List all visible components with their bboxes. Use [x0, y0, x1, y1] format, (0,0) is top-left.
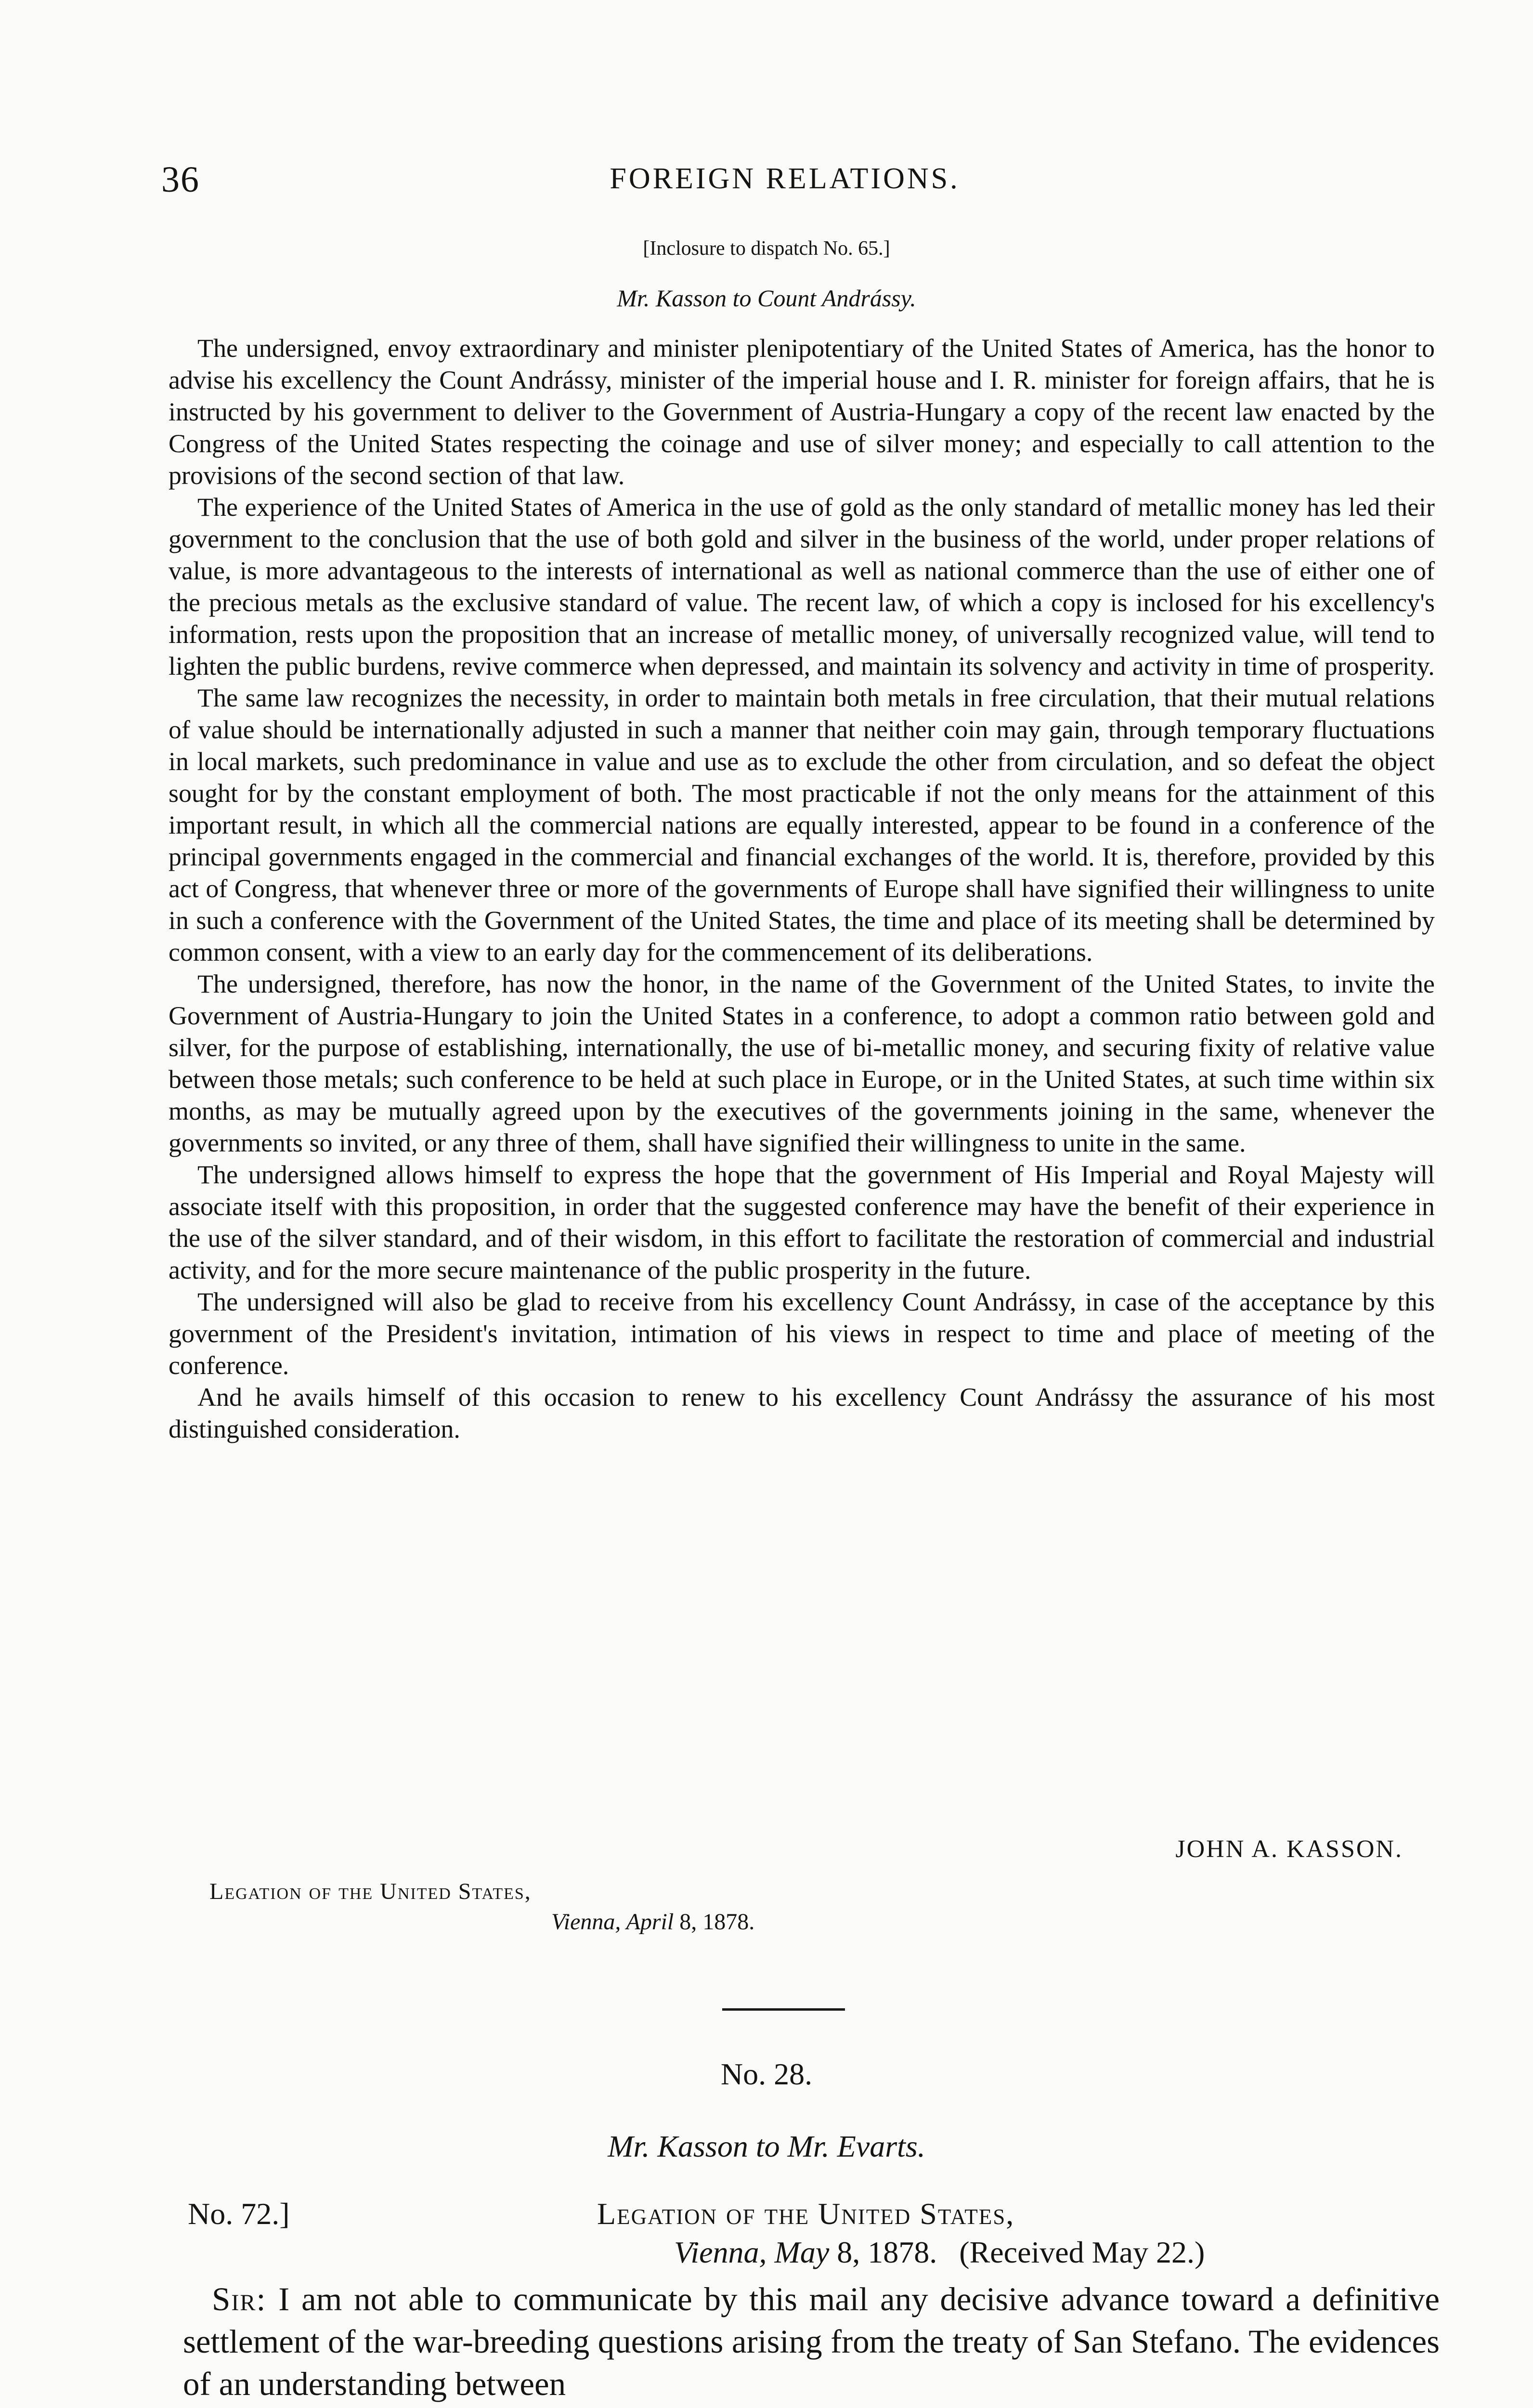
dispatch-body [183, 2278, 1440, 2405]
legation-block [209, 1878, 754, 1935]
enclosure-letter-body [169, 332, 1435, 1445]
dispatch-text: I am not able to communicate by this mail any decisive advance toward a definitive settlement of the war-breeding questions arising from the treaty of San Stefano. The evidences of an understanding between [183, 2281, 1440, 2402]
received-date: (Received May 22.) [959, 2235, 1205, 2269]
dispatch-place: Vienna, May [674, 2235, 830, 2269]
dispatch-heading: Mr. Kasson to Mr. Evarts. [608, 2129, 925, 2163]
letter-paragraph: The undersigned allows himself to express the hope that the government of His Imperial and Royal Majesty will associate itself with this proposition, in order that the suggested conference may have the benefit of their experience in the use of the silver standard, and of their wisdom, in this effort to facilitate the restoration of commercial and industrial activity, and for the more secure maintenance of the public prosperity in the future. [169, 1160, 1435, 1284]
running-head: FOREIGN RELATIONS. [610, 162, 960, 195]
dispatch-date-line [674, 2235, 1205, 2270]
letter-paragraph: The undersigned, envoy extraordinary and minister plenipotentiary of the United States of America, has the honor to advise his excellency the Count Andrássy, minister of the imperial house and I. R. minister for foreign affairs, that he is instructed by his government to deliver to the Government of Austria-Hungary a copy of the recent law enacted by the Congress of the United States respecting the coinage and use of silver money; and especially to call attention to the provisions of the second section of that law. [169, 334, 1435, 490]
page-number: 36 [161, 159, 200, 200]
letter-paragraph: The same law recognizes the necessity, in order to maintain both metals in free circulation, that their mutual relations of value should be internationally adjusted in such a manner that neither coin may gain, through temporary fluctuations in local markets, such predominance in value and use as to exclude the other from circulation, and so defeat the object sought for by the constant employment of both. The most practicable if not the only means for the attainment of this important result, in which all the commercial nations are equally interested, appear to be found in a conference of the principal governments engaged in the commercial and financial exchanges of the world. It is, therefore, provided by this act of Congress, that whenever three or more of the governments of Europe shall have signified their willingness to unite in such a conference with the Government of the United States, the time and place of its meeting shall be determined by common consent, with a view to an early day for the commencement of its deliberations. [169, 683, 1435, 967]
legation-place: Vienna, April [551, 1909, 674, 1935]
section-divider [722, 2008, 845, 2011]
enclosure-heading: Mr. Kasson to Count Andrássy. [617, 285, 916, 312]
legation-date [551, 1909, 754, 1935]
dispatch-number: No. 72.] [188, 2197, 290, 2231]
page-header [161, 159, 1408, 212]
letter-paragraph: The undersigned, therefore, has now the honor, in the name of the Government of the United States, to invite the Government of Austria-Hungary to join the United States in a conference, to adopt a common ratio between gold and silver, for the purpose of establishing, internationally, the use of bi-metallic money, and securing fixity of relative value between those metals; such conference to be held at such place in Europe, or in the United States, at such time within six months, as may be mutually agreed upon by the executives of the governments joining in the same, whenever the governments so invited, or any three of them, shall have signified their willingness to unite in the same. [169, 969, 1435, 1157]
dispatch-date: 8, 1878. [837, 2235, 937, 2269]
letter-paragraph: And he avails himself of this occasion to renew to his excellency Count Andrássy the assurance of his most distinguished consideration. [169, 1383, 1435, 1443]
letter-paragraph: The undersigned will also be glad to receive from his excellency Count Andrássy, in case of the acceptance by this government of the President's invitation, intimation of his views in respect to time and place of meeting of the conference. [169, 1287, 1435, 1380]
legation-name: Legation of the United States, [209, 1879, 532, 1904]
signature: JOHN A. KASSON. [1175, 1835, 1403, 1863]
letter-paragraph: The experience of the United States of America in the use of gold as the only standard of metallic money has led their government to the conclusion that the use of both gold and silver in the business of the world, under proper relations of value, is more advantageous to the interests of international as well as national commerce than the use of either one of the precious metals as the exclusive standard of value. The recent law, of which a copy is inclosed for his excellency's information, rests upon the proposition that an increase of metallic money, of universally recognized value, will tend to lighten the public burdens, revive commerce when depressed, and maintain its solvency and activity in time of prosperity. [169, 493, 1435, 681]
legation-date-rest: 8, 1878. [679, 1909, 755, 1935]
enclosure-title: [Inclosure to dispatch No. 65.] [643, 237, 890, 260]
salutation: Sir: [212, 2281, 267, 2317]
dispatch-paragraph [183, 2278, 1440, 2405]
document-number: No. 28. [720, 2057, 813, 2091]
dispatch-legation: Legation of the United States, [597, 2197, 1015, 2231]
